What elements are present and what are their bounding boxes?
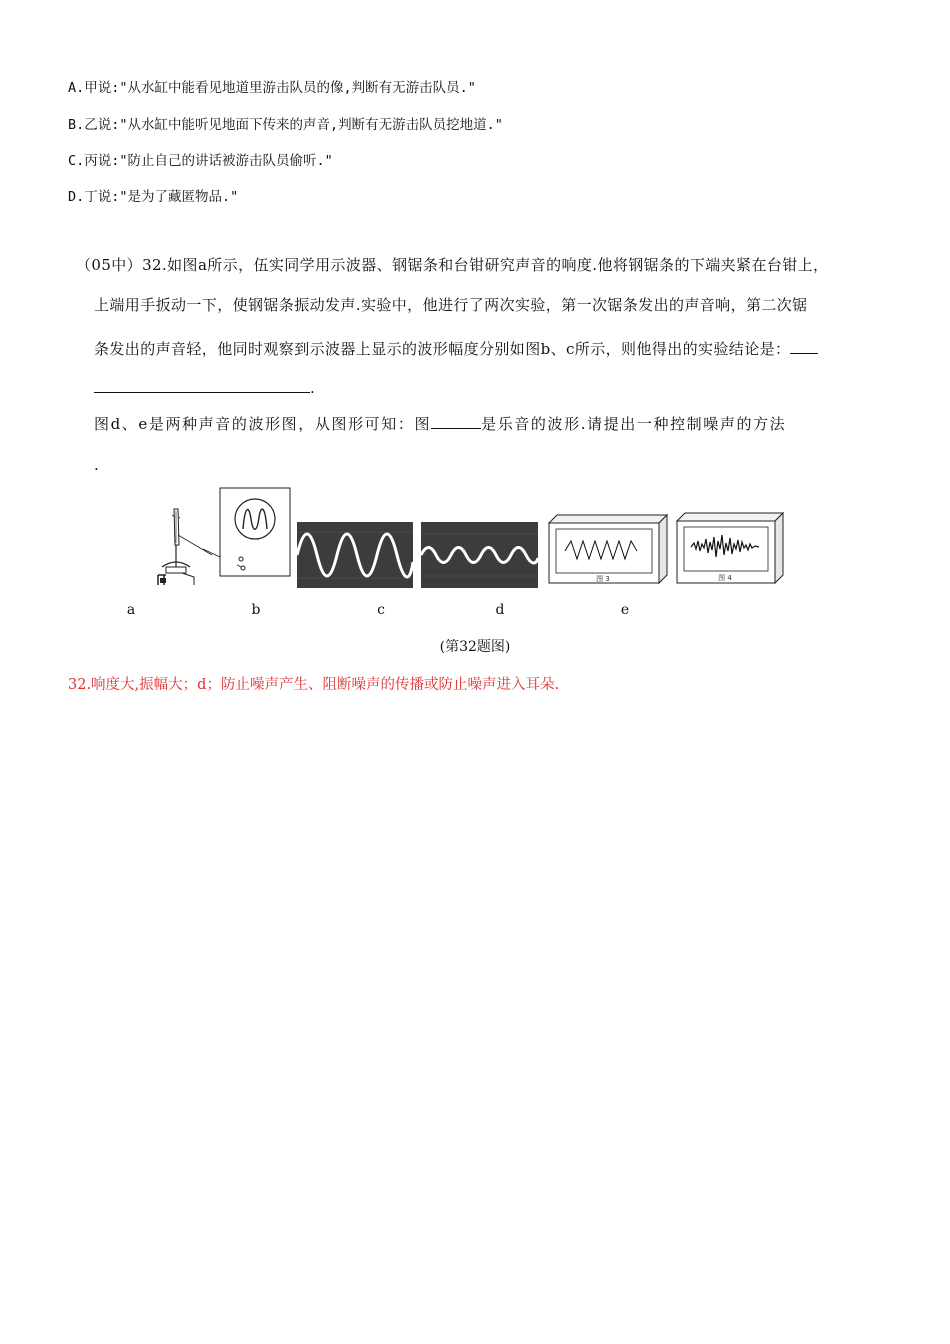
figure-d-waveform-soft (421, 522, 538, 588)
figure-label-b: b (251, 602, 261, 618)
question-line-6: . (94, 456, 100, 474)
question-line-3 (94, 339, 818, 359)
question-line-5 (94, 414, 786, 434)
inset-label-fig3: 图 3 (596, 575, 610, 583)
option-c: C.丙说:"防止自己的讲话被游击队员偷听." (68, 153, 333, 169)
option-b: B.乙说:"从水缸中能听见地面下传来的声音,判断有无游击队员挖地道." (68, 117, 503, 133)
question-line-5-b: 是乐音的波形.请提出一种控制噪声的方法 (481, 415, 787, 433)
question-line-1: （05中）32.如图a所示，伍实同学用示波器、钢锯条和台钳研究声音的响度.他将钢锯条的下端夹紧在台钳上， (76, 256, 829, 274)
answer-blank-1a (790, 339, 818, 354)
figure-label-a: a (126, 602, 136, 618)
figure-e-noise-waveform (675, 511, 785, 589)
option-d: D.丁说:"是为了藏匿物品." (68, 189, 239, 205)
question-line-4 (94, 378, 315, 398)
figure-b-oscilloscope (203, 487, 293, 579)
inset-label-fig4: 图 4 (718, 574, 732, 582)
figure-c-waveform-loud (297, 522, 413, 588)
figure-label-c: c (377, 602, 385, 618)
option-a: A.甲说:"从水缸中能看见地道里游击队员的像,判断有无游击队员." (68, 80, 476, 96)
figure-caption: (第32题图) (439, 639, 511, 655)
answer-text: 32.响度大,振幅大；d；防止噪声产生、阻断噪声的传播或防止噪声进入耳朵. (68, 677, 560, 693)
answer-blank-1b (94, 378, 310, 393)
figure-label-d: d (495, 602, 505, 618)
question-line-3-text: 条发出的声音轻，他同时观察到示波器上显示的波形幅度分别如图b、c所示，则他得出的实验结论是： (94, 340, 791, 358)
question-line-2: 上端用手扳动一下，使钢锯条振动发声.实验中，他进行了两次实验，第一次锯条发出的声音响，第二次锯 (94, 296, 808, 314)
answer-blank-2 (431, 414, 481, 429)
question-line-4-end: . (310, 379, 316, 397)
question-line-5-a: 图d、e是两种声音的波形图，从图形可知：图 (94, 415, 432, 433)
figure-e-musical-waveform (547, 513, 669, 589)
figure-label-e: e (620, 602, 630, 618)
